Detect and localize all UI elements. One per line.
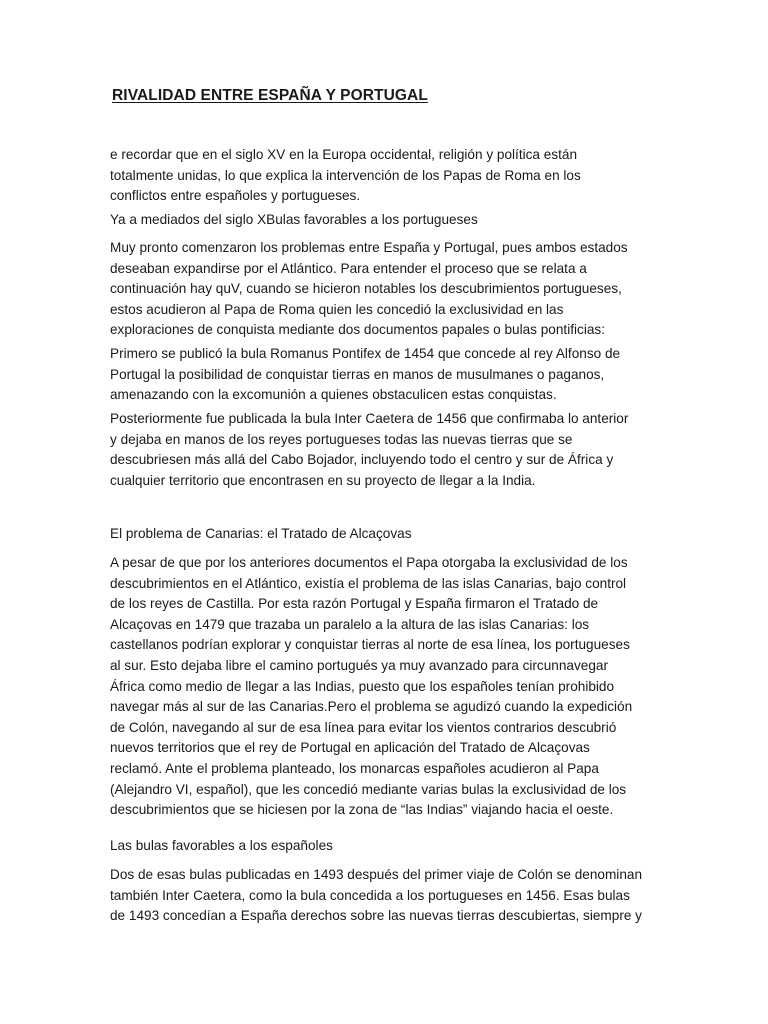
text-line: de 1493 concedían a España derechos sobre las nuevas tierras descubiertas, siempre y xyxy=(110,908,642,924)
text-line: Alcaçovas en 1479 que trazaba un paralelo a la altura de las islas Canarias: los xyxy=(110,616,590,632)
text-line: deseaban expandirse por el Atlántico. Para entender el proceso que se relata a xyxy=(110,260,587,276)
page-title: RIVALIDAD ENTRE ESPAÑA Y PORTUGAL xyxy=(112,87,428,104)
text-line: exploraciones de conquista mediante dos documentos papales o bulas pontificias: xyxy=(110,322,605,338)
text-line: de los reyes de Castilla. Por esta razón Portugal y España firmaron el Tratado de xyxy=(110,596,599,612)
paragraph-alcacovas xyxy=(110,553,660,821)
text-line: descubrimientos en el Atlántico, existía el problema de las islas Canarias, bajo control xyxy=(110,575,627,591)
text-line: nuevos territorios que el rey de Portugal en aplicación del Tratado de Alcaçovas xyxy=(110,740,590,756)
text-line: también Inter Caetera, como la bula concedida a los portugueses en 1456. Esas bulas xyxy=(110,887,630,903)
text-line: y dejaba en manos de los reyes portugueses todas las nuevas tierras que se xyxy=(110,431,573,447)
text-line: (Alejandro VI, español), que les concedió mediante varias bulas la exclusividad de los xyxy=(110,781,627,797)
text-line: amenazando con la excomunión a quienes obstaculicen estas conquistas. xyxy=(110,387,557,403)
paragraph-inter-caetera-1456 xyxy=(110,409,660,491)
text-line: Primero se publicó la bula Romanus Pontifex de 1454 que concede al rey Alfonso de xyxy=(110,346,621,361)
paragraph-romanus-pontifex xyxy=(110,344,660,406)
text-line: de Colón, navegando al sur de esa línea para evitar los vientos contrarios descubrió xyxy=(110,719,617,735)
text-line: descubriesen más allá del Cabo Bojador, incluyendo todo el centro y sur de África y xyxy=(110,452,614,468)
text-line: África como medio de llegar a las Indias, puesto que los españoles tenían prohibido xyxy=(110,678,615,694)
paragraph-problems xyxy=(110,238,660,341)
text-line: Portugal la posibilidad de conquistar tierras en manos de musulmanes o paganos, xyxy=(110,366,605,382)
text-line: conflictos entre españoles y portugueses. xyxy=(110,188,361,204)
text-line: El problema de Canarias: el Tratado de Alcaçovas xyxy=(110,526,412,541)
paragraph-bulls-1493 xyxy=(110,865,660,927)
text-line: Muy pronto comenzaron los problemas entre España y Portugal, pues ambos estados xyxy=(110,240,628,255)
text-line: navegar más al sur de las Canarias.Pero el problema se agudizó cuando la expedición xyxy=(110,699,633,715)
text-line: descubrimientos que se hiciesen por la zona de “las Indias” viajando hacia el oeste. xyxy=(110,802,614,818)
text-line: al sur. Esto dejaba libre el camino portugués ya muy avanzado para circunnavegar xyxy=(110,657,608,673)
section-heading-canarias xyxy=(110,524,660,545)
text-line: A pesar de que por los anteriores documentos el Papa otorgaba la exclusividad de los xyxy=(110,555,628,570)
text-line: Posteriormente fue publicada la bula Inter Caetera de 1456 que confirmaba lo anterior xyxy=(110,411,629,426)
text-line: totalmente unidas, lo que explica la intervención de los Papas de Roma en los xyxy=(110,167,581,183)
text-line: Dos de esas bulas publicadas en 1493 después del primer viaje de Colón se denominan xyxy=(110,867,643,882)
text-line: Ya a mediados del siglo XBulas favorables a los portugueses xyxy=(110,212,478,227)
text-line: estos acudieron al Papa de Roma quien les concedió la exclusividad en las xyxy=(110,301,564,317)
text-line: castellanos podrían explorar y conquistar tierras al norte de esa línea, los portugueses xyxy=(110,637,630,653)
paragraph-intro xyxy=(110,145,660,207)
text-line: reclamó. Ante el problema planteado, los monarcas españoles acudieron al Papa xyxy=(110,760,599,776)
text-line: cualquier territorio que encontrasen en su proyecto de llegar a la India. xyxy=(110,472,536,488)
paragraph-subheading-portuguese-bulls xyxy=(110,210,660,231)
section-heading-spanish-bulls xyxy=(110,836,660,857)
text-line: e recordar que en el siglo XV en la Europa occidental, religión y política están xyxy=(110,147,577,162)
text-line: Las bulas favorables a los españoles xyxy=(110,838,333,853)
text-line: continuación hay quV, cuando se hicieron notables los descubrimientos portugueses, xyxy=(110,281,622,297)
